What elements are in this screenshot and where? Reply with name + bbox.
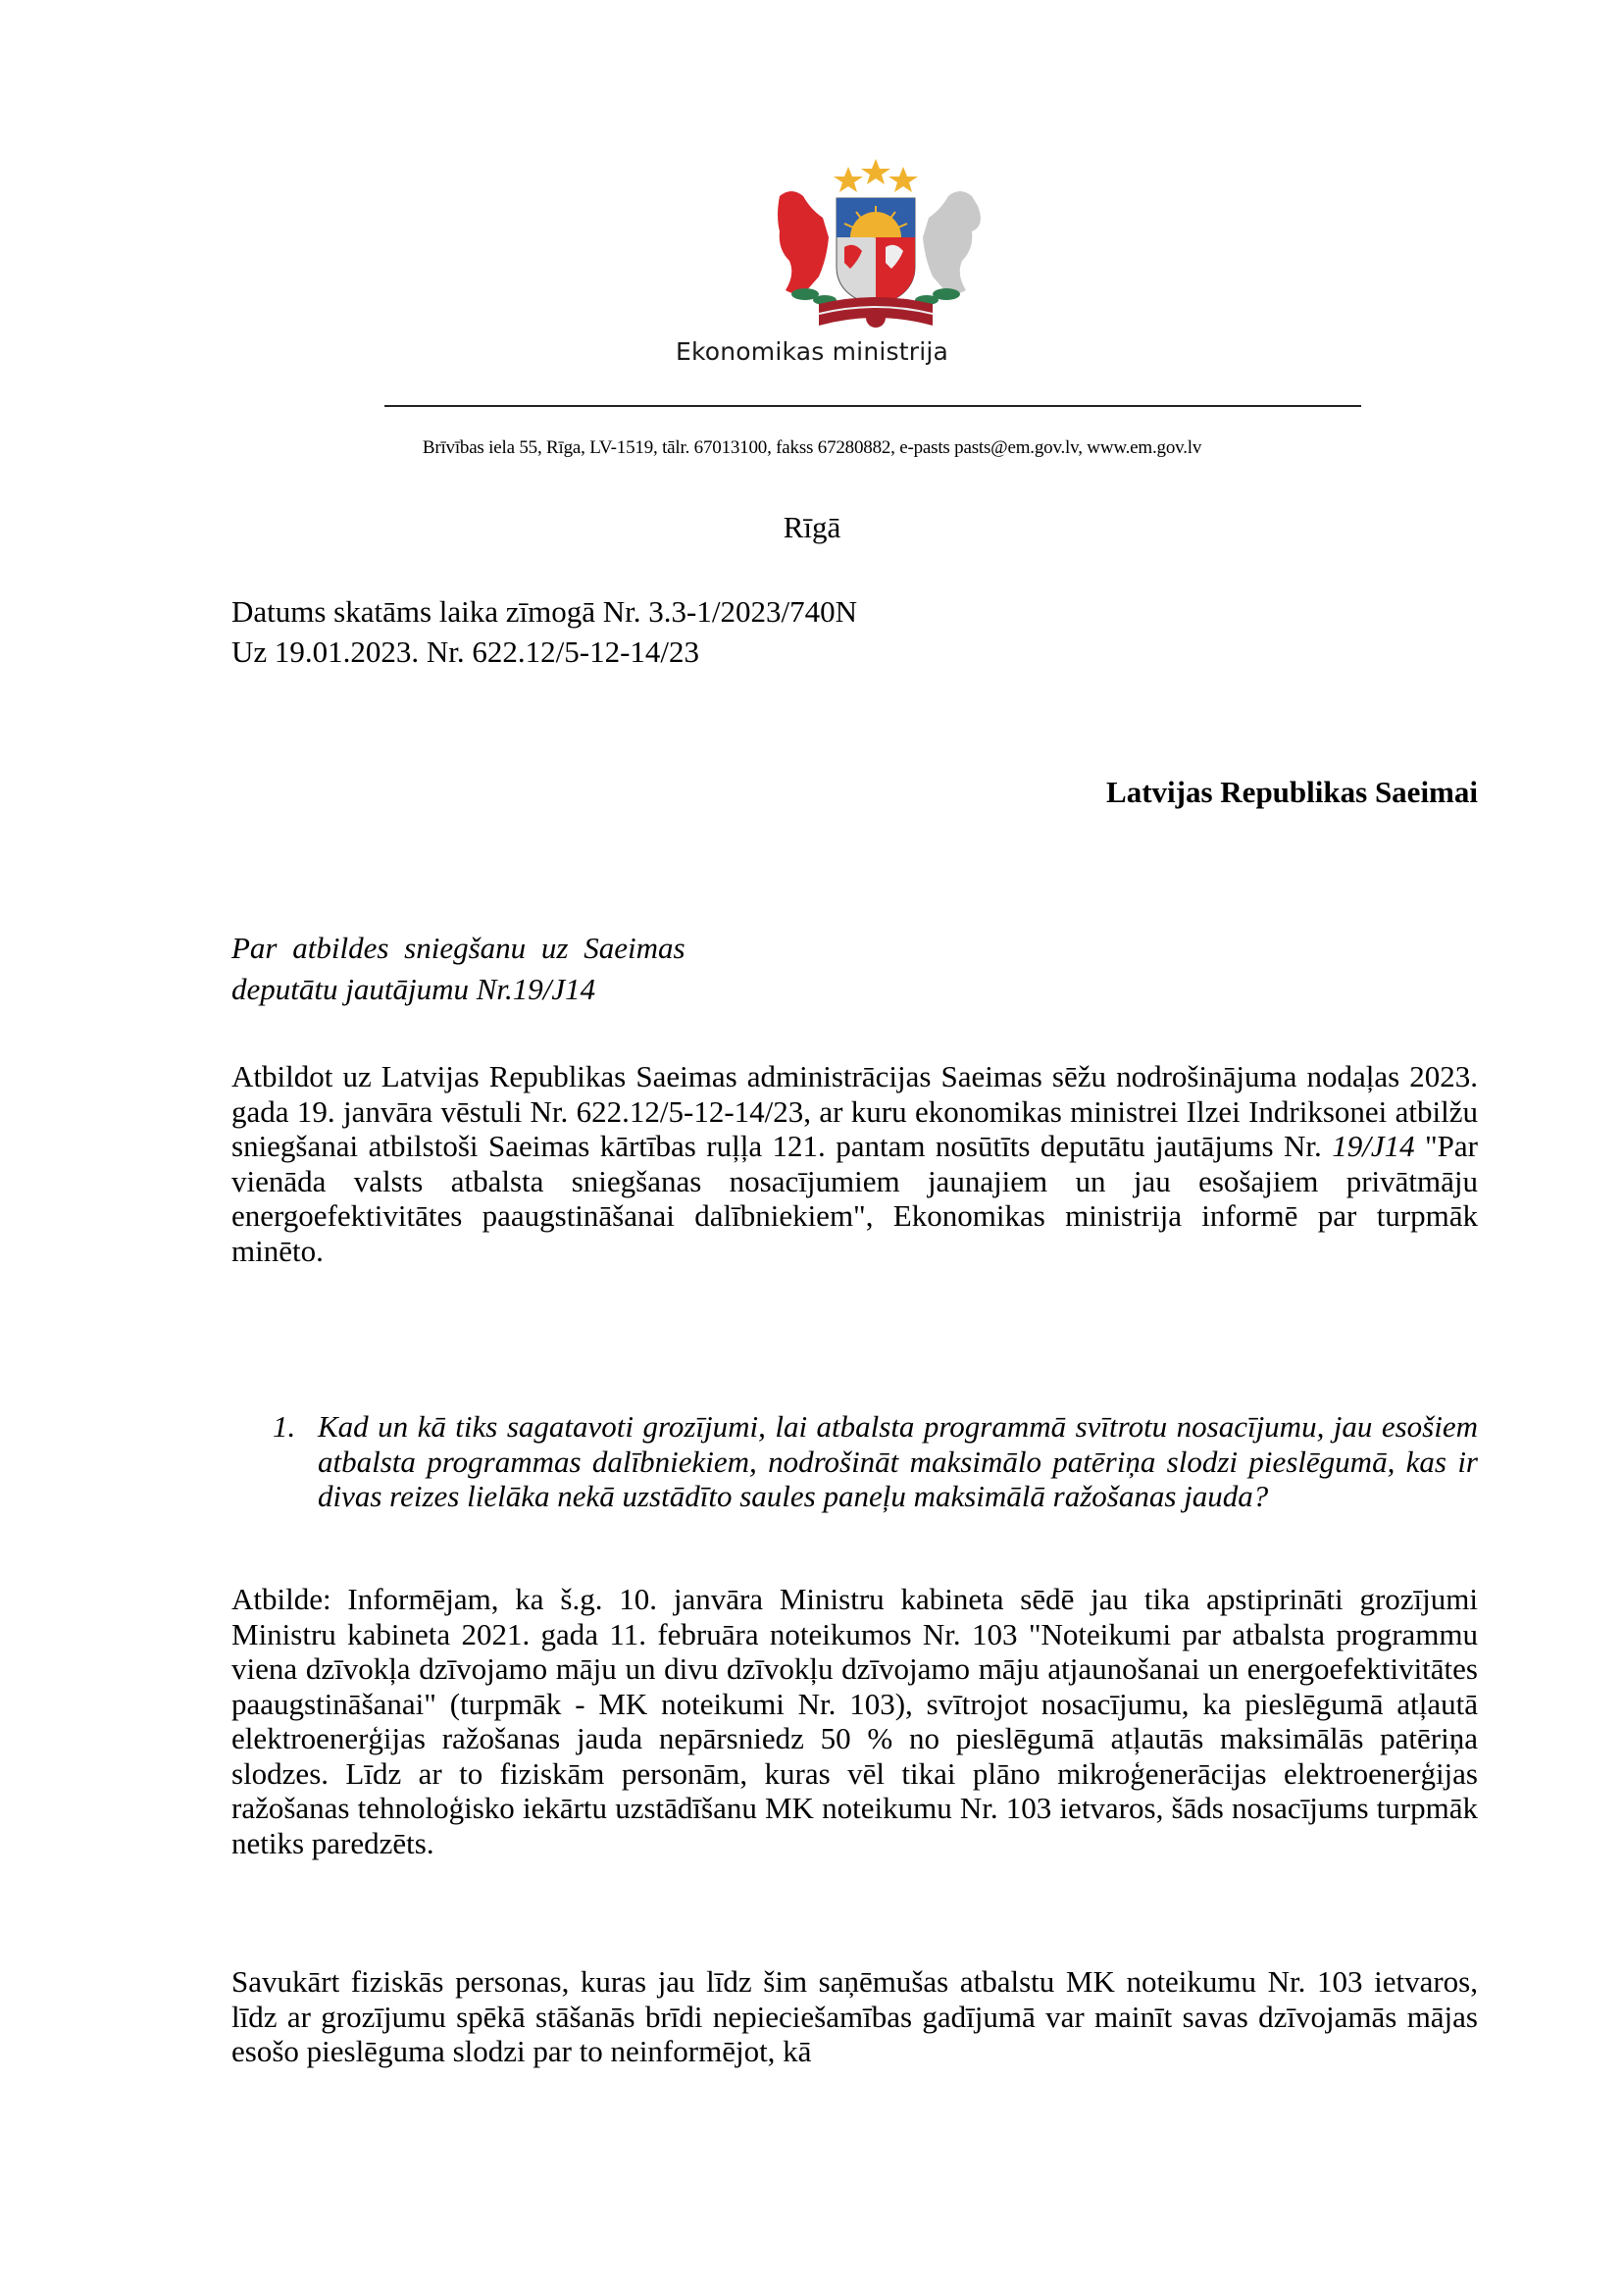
reference-block	[231, 591, 857, 672]
place-of-issue: Rīgā	[783, 510, 841, 544]
subject-line-1: Par atbildes sniegšanu uz Saeimas	[231, 931, 685, 965]
letterhead-divider	[384, 405, 1361, 407]
intro-text-part-1: Atbildot uz Latvijas Republikas Saeimas administrācijas Saeimas sēžu nodrošinājuma nodaļas 2023. gada 19. janvāra vēstuli Nr. 622.12/5-12-14/23, ar kuru ekonomikas ministrei Ilzei Indriksonei atbilžu sniegšanai atbilstoši Saeimas kārtības ruļļa 121. pantam nosūtīts deputātu jautājums Nr.	[231, 1059, 1478, 1163]
reference-line-incoming-letter: Uz 19.01.2023. Nr. 622.12/5-12-14/23	[231, 634, 700, 669]
intro-text-part-2: "Par vienāda valsts atbalsta sniegšanas nosacījumiem jaunajiem un jau esošajiem privātmāju energoefektivitātes paaugstināšanai dalībniekiem", Ekonomikas ministrija informē par turpmāk minēto.	[231, 1129, 1478, 1268]
subject-line-2: deputātu jautājumu Nr.19/J14	[231, 972, 596, 1006]
continuation-paragraph: Savukārt fiziskās personas, kuras jau līdz šim saņēmušas atbalstu MK noteikumu Nr. 103 ietvaros, līdz ar grozījumu spēkā stāšanās brīdi nepieciešamības gadījumā var mainīt savas dzīvojamās mājas esošo pieslēguma slodzi par to neinformējot, kā	[231, 1964, 1478, 2068]
reference-line-document-number: Datums skatāms laika zīmogā Nr. 3.3-1/2023/740N	[231, 594, 857, 629]
ministry-address: Brīvības iela 55, Rīga, LV-1519, tālr. 67013100, fakss 67280882, e-pasts pasts@em.gov.lv, www.em.gov.lv	[422, 437, 1202, 458]
question-text: Kad un kā tiks sagatavoti grozījumi, lai atbalsta programmā svītrotu nosacījumu, jau esošiem atbalsta programmas dalībniekiem, nodrošināt maksimālo patēriņa slodzi pieslēgumā, kas ir divas reizes lielāka nekā uzstādīto saules paneļu maksimālā ražošanas jauda?	[318, 1409, 1478, 1513]
answer-paragraph: Atbilde: Informējam, ka š.g. 10. janvāra Ministru kabineta sēdē jau tika apstiprināti grozījumi Ministru kabineta 2021. gada 11. februāra noteikumos Nr. 103 "Noteikumi par atbalsta programmu viena dzīvokļa dzīvojamo māju un divu dzīvokļu dzīvojamo māju atjaunošanai un energoefektivitātes paaugstināšanai" (turpmāk - MK noteikumi Nr. 103), svītrojot nosacījumu, ka pieslēgumā atļautā elektroenerģijas ražošanas jauda nepārsniedz 50 % no pieslēgumā atļautās maksimālās patēriņa slodzes. Līdz ar to fiziskām personām, kuras vēl tikai plāno mikroģenerācijas elektroenerģijas ražošanas tehnoloģisko iekārtu uzstādīšanu MK noteikumu Nr. 103 ietvaros, šāds nosacījums turpmāk netiks paredzēts.	[231, 1582, 1478, 1860]
subject	[231, 928, 685, 1010]
question-item-1	[273, 1409, 1478, 1514]
ministry-name: Ekonomikas ministrija	[675, 337, 949, 366]
intro-paragraph	[231, 1059, 1478, 1268]
question-reference-number: 19/J14	[1332, 1129, 1415, 1163]
recipient: Latvijas Republikas Saeimai	[1106, 775, 1478, 809]
latvia-coat-of-arms-icon	[760, 157, 991, 333]
question-number: 1.	[273, 1409, 296, 1444]
